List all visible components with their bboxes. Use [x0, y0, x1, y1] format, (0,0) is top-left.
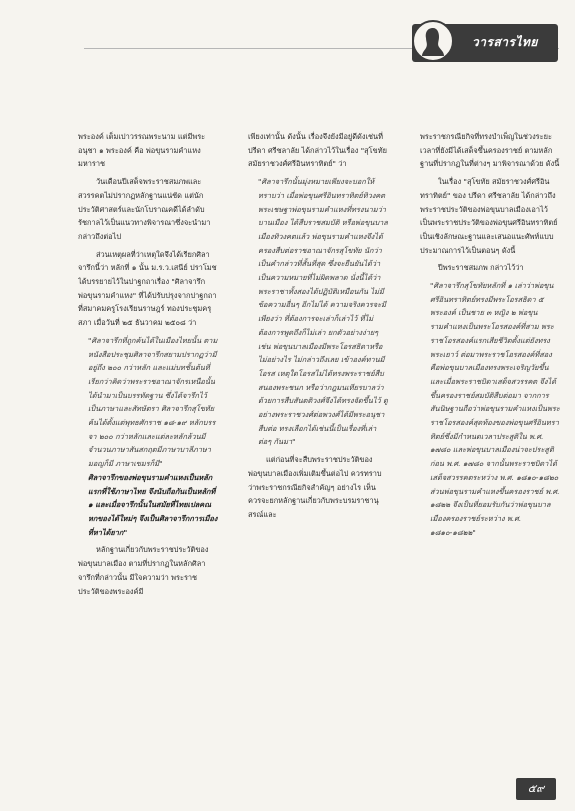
block-quote-emphasis: ศิลาจารึกของพ่อขุนรามคำแหงเป็นหลักแรกที่ใช้ภาษาไทย จึงนับถือกันเป็นหลักที่ ๑ และเมื่อจารึกนั้นในสมัยที่ไทยเปลคณหกของได้ใหม่ๆ จึงเป็นศิลาจารึกการเมืองที่หาได้ยาก" — [88, 472, 218, 537]
page-number: ๕๙ — [527, 782, 545, 795]
paragraph: ในเรื่อง "สุโขทัย สมัยราชวงศ์ศรีอินทราทิตย์" ของ ปรีดา ศรีชลาลัย ได้กล่าวถึงพระราชประวัติของพ่อขุนบาลเมืองเอาไว้เป็นพระราชประวัติของพ่อขุนศรีอินทราทิตย์ เป็นเชิงลักษณะฐานและเสนอแนะศัพท์แบบประมาณการไว้เป็นตอนๆ ดังนี้ — [420, 177, 558, 255]
paragraph: พระราชกรณียกิจที่ทรงบำเพ็ญในช่วงระยะเวลาที่ยังมีได้เสด็จขึ้นครองราชย์ ตามหลักฐานที่ปรากฏในที่ต่างๆ มาพิจารณาด้วย ดังนี้ — [420, 132, 560, 169]
block-quote: "ศิลาจารึกนั้นมุ่งหมายเพียงจะบอกให้ทราบว่า เมื่อพ่อขุนศรีอินทราทิตย์ทิวงคต พระเชษฐาพ่อขุนรามคำแหงที่ทรงนามว่า บานเมือง ได้สืบราชสมบัติ หรือพ่อขุนบาลเมืองทิวงคตแล้ว พ่อขุนรามคำแหงจึงได้ครองสืบต่อราชอาณาจักรสุโขทัย นักว่าเป็นคำกล่าวที่สั้นที่สุด ซึ่งจะยืนยันได้ว่าเป็นความหมายที่ไม่ผิดพลาด นั่งนี้ได้ว่าพระราชาทั้งสองได้ปฏิบัติเหมือนกัน ไม่มีข้อความอื่นๆ อีกไม่ได้ ความจริงควรจะมีเพียงว่า ที่ต้องการจะเล่าก็เล่าไว้ ที่ไม่ต้องการพูดถึงก็ไม่เล่า ยกตัวอย่างง่ายๆ เช่น พ่อขุนบาลเมืองมีพระโอรสธิดาหรือไม่อย่างไร ไม่กล่าวถึงเลย เข้าองค์ทานมีโอรส เหตุใดโอรสไม่ได้ทรงพระราชย์สืบสนองพระชนก หรือว่ากฎมนเทียรบาลว่าด้วยการสืบสันตติวงศ์จึงได้ทรงจัดขึ้นไว้ ดูอย่างพระราชวงศ์ต่อพวงศ์ได้มีพระอนุชาสืบต่อ ทรงเลือกได้เช่นนี้เป็นเรื่องที่เล่าต่อๆ กันมา" — [258, 177, 388, 447]
paragraph: แต่ก่อนที่จะสืบพระราชประวัติของพ่อขุนบาลเมืองเพิ่มเติมขึ้นต่อไป ควรทราบว่าพระราชกรณียกิจสำคัญๆ อย่างไร เห็นควรจะยกหลักฐานเกี่ยวกับพระบรมราชานุสรณ์และ — [248, 455, 382, 519]
journal-name: วารสารไทย — [472, 35, 538, 49]
block-quote: "ศิลาจารึกที่ถูกค้นได้ในเมืองไทยนั้น ตามหนังสือประชุมศิลาจารึกสยามปรากฏว่ามีอยู่ถึง ๒๐๐ กว่าหลัก และแม่บทชั้นต้นที่เรียกว่าคิดว่าพระราชอาณาจักรเหนือนั้น ได้นำมาเป็นบรรทัดฐาน ซึ่งได้จารึกไว้เป็นภาษาและสัทษัตรา ศิลาจารึกสุโขทัยค้นได้ตั้งแต่พุทธศักราช ๑๘-๑๙ หลักบรรจา ๒๐๐ กว่าหลักและแต่ละหลักล้วนมีจำนวนภาษาสันสกฤตมีภาษาบาลีภาษามอญก็มี ภาษาเขมรก็มี" — [88, 335, 218, 469]
journal-emblem — [412, 20, 454, 62]
woman-silhouette-icon — [420, 26, 446, 56]
text-column-1 — [78, 130, 218, 780]
paragraph: หลักฐานเกี่ยวกับพระราชประวัติของพ่อขุนบาลเมือง ตามที่ปรากฏในหลักศิลาจารึกที่กล่าวนั้น มีใจความว่า พระราชประวัติของพระองค์มี — [78, 545, 209, 596]
text-column-3 — [420, 130, 560, 780]
section-heading: ปีพระราชสมภพ กล่าวไว้ว่า — [438, 263, 524, 273]
paragraph: พระองค์ เต็มเปาวรรณพระนาม แต่มีพระอนุชา ๑ พระองค์ คือ พ่อขุนรามคำแหงมหาราช — [78, 132, 206, 169]
paragraph: วันเดือนปีเสด็จพระราชสมภพและสวรรคตไม่ปรากฏหลักฐานแน่ชัด แต่นักประวัติศาสตร์และนักโบราณคดีได้ลำดับรัชกาลไว้เป็นแนวทางพิจารณาซึ่งจะนำมากล่าวถึงต่อไป — [78, 177, 211, 241]
paragraph: เพียงเท่านั้น ดังนั้น เรื่องจึงยังมีอยู่ดีดังเช่นที่ ปรีดา ศรีชลาลัย ได้กล่าวไว้ในเรื่อง "สุโขทัย สมัยราชวงศ์ศรีอินทราทิตย์" ว่า — [248, 132, 387, 169]
text-column-2 — [248, 130, 388, 780]
block-quote: "ศิลาจารึกสุโขทัยหลักที่ ๑ เล่าว่าพ่อขุนศรีอินทราทิตย์ทรงมีพระโอรสธิดา ๕ พระองค์ เป็นชาย ๓ หญิง ๒ พ่อขุนรามคำแหงเป็นพระโอรสองค์ที่สาม พระราชโอรสองค์แรกเสียชีวิตตั้งแต่ยังทรงพระเยาว์ ต่อมาพระราชโอรสองค์ที่สองคือพ่อขุนบาลเมืองทรงพระเจริญวัยขึ้น และเมื่อพระราชบิดาเสด็จสวรรคต จึงได้ขึ้นครองราชย์สมบัติสืบต่อมา จากการสันนิษฐานถือว่าพ่อขุนรามคำแหงเป็นพระราชโอรสองค์สุดท้องของพ่อขุนศรีอินทราทิตย์ซึ่งมีกำหนดเวลาประสูติใน พ.ศ. ๑๗๘๐ และพ่อขุนบาลเมืองน่าจะประสูติก่อน พ.ศ. ๑๗๘๐ จากนั้นพระราชบิดาได้เสด็จสวรรคตระหว่าง พ.ศ. ๑๘๑๐-๑๘๒๐ ส่วนพ่อขุนรามคำแหงขึ้นครองราชย์ พ.ศ. ๑๘๒๒ จึงเป็นที่ยอมรับกันว่าพ่อขุนบาลเมืองครองราชย์ระหว่าง พ.ศ. ๑๘๑๐-๑๘๒๒" — [430, 281, 560, 537]
paragraph: ส่วนเหตุผลที่ว่าเหตุใดจึงได้เรียกศิลาจารึกนี้ว่า หลักที่ ๑ นั้น ม.ร.ว.เสนีย์ ปราโมช ได้บรรยายไว้ในปาฐกถาเรื่อง "ศิลาจารึกพ่อขุนรามคำแหง" ที่ได้ปรับปรุงจากปาฐกถาที่สมาคมครูโรงเรียนราษฎร์ ทองประชุมครุสภา เมื่อวันที่ ๒๕ ธันวาคม ๒๕๐๘ ว่า — [78, 249, 217, 328]
